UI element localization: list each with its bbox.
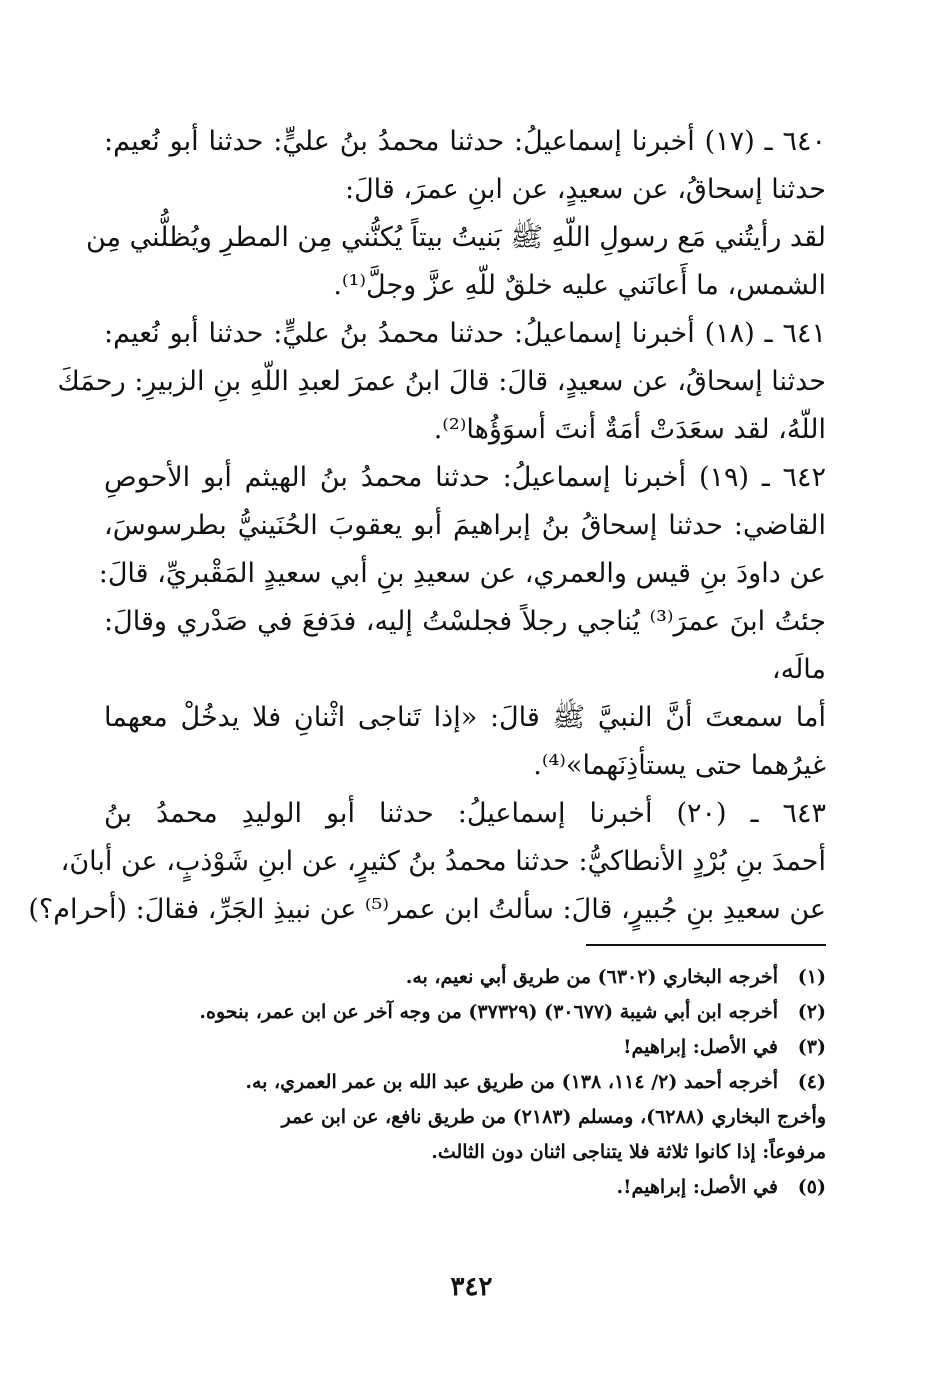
text-line: ٦٤١ ـ (١٨) أخبرنا إسماعيلُ: حدثنا محمدُ بنُ عليٍّ: حدثنا أبو نُعيم: — [104, 318, 826, 349]
text-line: الشمس، ما أَعانَني عليه خلقٌ للّهِ عزَّ وجلَّ⁽¹⁾. — [333, 270, 826, 301]
footnote-continuation — [104, 1100, 826, 1135]
footnote-text: مرفوعاً: إذا كانوا ثلاثة فلا يتناجى اثنان دون الثالث. — [431, 1141, 826, 1163]
footnote — [104, 995, 826, 1030]
footnote-text: أخرجه ابن أبي شيبة (٣٠٦٧٧) (٣٧٣٢٩) من وجه آخر عن ابن عمر، بنحوه. — [199, 1001, 778, 1023]
text-line: عن داودَ بنِ قيس والعمري، عن سعيدِ بنِ أبي سعيدٍ المَقْبريِّ، قالَ: — [98, 558, 826, 589]
text-line: اللّهُ، لقد سعَدَتْ أمَةٌ أنتَ أسوَؤُها⁽²⁾. — [433, 414, 826, 445]
text-line: ٦٤٢ ـ (١٩) أخبرنا إسماعيلُ: حدثنا محمدُ بنُ الهيثم أبو الأحوصِ — [104, 462, 827, 493]
footnote — [104, 960, 826, 995]
footnote — [104, 1030, 826, 1065]
text-line: لقد رأيتُني مَع رسولِ اللّهِ ﷺ بَنيتُ بيتاً يُكنُّني مِن المطرِ ويُظلُّني مِن — [85, 222, 826, 253]
text-line: غيرُهما حتى يستأذِنَهما»⁽⁴⁾. — [533, 750, 826, 781]
footnotes — [104, 960, 826, 1205]
footnote-text: في الأصل: إبراهيم! — [623, 1036, 778, 1058]
text-line: مالَه، — [771, 654, 826, 685]
footnote-text: في الأصل: إبراهيم!. — [616, 1176, 778, 1198]
footnote-text: وأخرج البخاري (٦٢٨٨)، ومسلم (٢١٨٣) من طريق نافع، عن ابن عمر — [281, 1106, 826, 1128]
footnote-continuation — [104, 1135, 826, 1170]
main-text — [28, 118, 827, 934]
text-line: القاضي: حدثنا إسحاقُ بنُ إبراهيمَ أبو يعقوبَ الحُنَينيُّ بطرسوسَ، — [104, 510, 826, 541]
footnote-text: أخرجه البخاري (٦٣٠٢) من طريق أبي نعيم، به. — [405, 966, 778, 988]
text-line: جئتُ ابنَ عمرَ⁽³⁾ يُناجي رجلاً فجلسْتُ إليه، فدَفعَ في صَدْري وقالَ: — [104, 606, 826, 637]
footnote-number: (٢) — [797, 1001, 826, 1023]
footnote-number: (٣) — [797, 1036, 826, 1058]
footnote-number: (١) — [797, 966, 826, 988]
text-line: ٦٤٣ ـ (٢٠) أخبرنا إسماعيلُ: حدثنا أبو الوليدِ محمدُ بنُ — [104, 798, 827, 829]
footnote-divider — [586, 944, 826, 946]
text-line: عن سعيدِ بنِ جُبيرٍ، قالَ: سألتُ ابن عمر⁽⁵⁾ عن نبيذِ الجَرِّ، فقالَ: (أحرام؟) — [28, 894, 826, 925]
page-number: ٣٤٢ — [450, 1272, 493, 1302]
text-line: أحمدَ بنِ بُرْدٍ الأنطاكيُّ: حدثنا محمدُ بنُ كثيرٍ، عن ابنِ شَوْذبٍ، عن أبانَ، — [60, 846, 826, 877]
text-line: حدثنا إسحاقُ، عن سعيدٍ، قالَ: قالَ ابنُ عمرَ لعبدِ اللّهِ بنِ الزبيرِ: رحمَكَ — [57, 366, 826, 397]
footnote-number: (٤) — [797, 1071, 826, 1093]
footnote — [104, 1170, 826, 1205]
text-line: حدثنا إسحاقُ، عن سعيدٍ، عن ابنِ عمرَ، قالَ: — [344, 174, 826, 205]
text-line: ٦٤٠ ـ (١٧) أخبرنا إسماعيلُ: حدثنا محمدُ بنُ عليٍّ: حدثنا أبو نُعيم: — [104, 126, 826, 157]
footnote — [104, 1065, 826, 1100]
text-line: أما سمعتَ أنَّ النبيَّ ﷺ قالَ: «إذا تَناجى اثْنانِ فلا يدخُلْ معهما — [104, 702, 826, 733]
footnote-text: أخرجه أحمد (٢/ ١١٤، ١٣٨) من طريق عبد الله بن عمر العمري، به. — [245, 1071, 778, 1093]
footnote-number: (٥) — [797, 1176, 826, 1198]
